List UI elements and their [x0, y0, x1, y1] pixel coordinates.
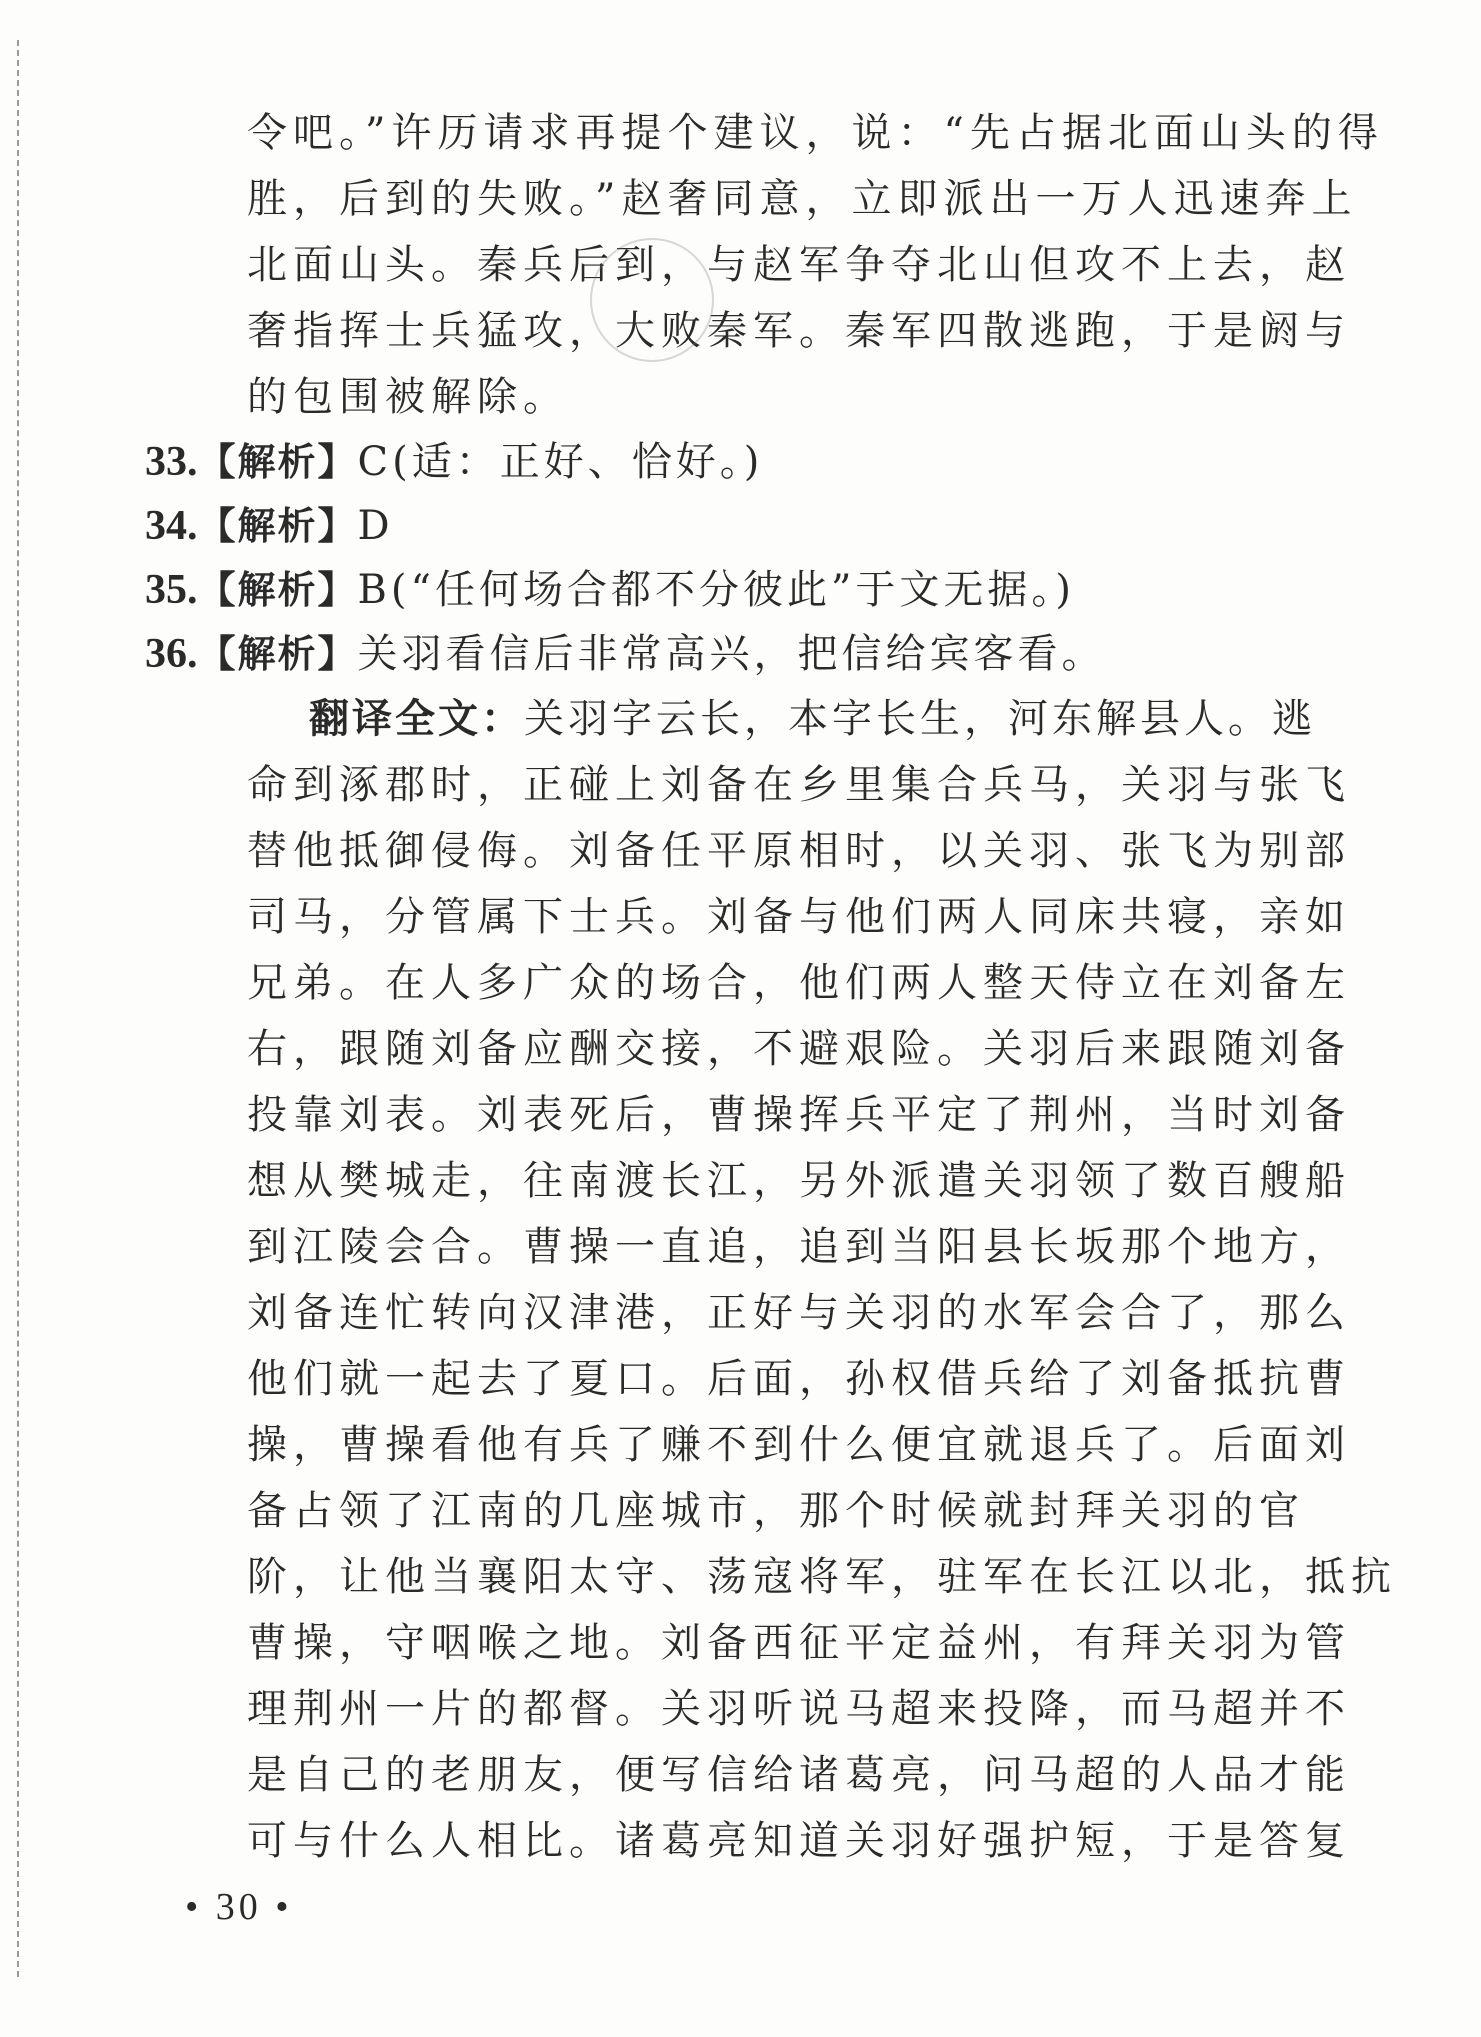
text-line: 可与什么人相比。诸葛亮知道关羽好强护短，于是答复 — [247, 1818, 1351, 1864]
text-line: 替他抵御侵侮。刘备任平原相时，以关羽、张飞为别部 — [247, 828, 1351, 874]
text-line: 刘备连忙转向汉津港，正好与关羽的水军会合了，那么 — [247, 1290, 1351, 1336]
text-line: 右，跟随刘备应酬交接，不避艰险。关羽后来跟随刘备 — [247, 1026, 1351, 1072]
binding-margin-rule — [17, 40, 19, 1977]
watermark-stamp — [590, 238, 714, 362]
answer-number: 33. — [145, 439, 198, 485]
text-line: 想从樊城走，往南渡长江，另外派遣关羽领了数百艘船 — [247, 1158, 1351, 1204]
text-line: 备占领了江南的几座城市，那个时候就封拜关羽的官 — [247, 1488, 1305, 1534]
answer-tag: 【解析】 — [197, 440, 358, 484]
page-content — [145, 100, 1397, 1874]
answer-33 — [145, 430, 1265, 494]
text-line: 到江陵会合。曹操一直追，追到当阳县长坂那个地方， — [247, 1224, 1351, 1270]
answer-text: B(“任何场合都不分彼此”于文无据。) — [357, 567, 1076, 613]
text-line: 令吧。”许历请求再提个建议，说：“先占据北面山头的得 — [247, 110, 1384, 156]
answer-tag: 【解析】 — [197, 632, 358, 676]
text-line: 的包围被解除。 — [247, 374, 569, 420]
text-line: 奢指挥士兵猛攻，大败秦军。秦军四散逃跑，于是阏与 — [247, 308, 1351, 354]
answer-36 — [145, 622, 1265, 686]
text-line: 是自己的老朋友，便写信给诸葛亮，问马超的人品才能 — [247, 1752, 1351, 1798]
text-line: 操，曹操看他有兵了赚不到什么便宜就退兵了。后面刘 — [247, 1422, 1351, 1468]
text-line: 投靠刘表。刘表死后，曹操挥兵平定了荆州，当时刘备 — [247, 1092, 1351, 1138]
answer-number: 35. — [145, 567, 198, 613]
text-line: 曹操，守咽喉之地。刘备西征平定益州，有拜关羽为管 — [247, 1620, 1351, 1666]
page-number: • 30 • — [185, 1886, 293, 1928]
text-line: 北面山头。秦兵后到，与赵军争夺北山但攻不上去，赵 — [247, 242, 1351, 288]
answer-text: D — [357, 503, 394, 549]
answer-35 — [145, 558, 1265, 622]
text-line: 他们就一起去了夏口。后面，孙权借兵给了刘备抵抗曹 — [247, 1356, 1351, 1402]
text-line: 司马，分管属下士兵。刘备与他们两人同床共寝，亲如 — [247, 894, 1351, 940]
translation-text: 关羽字云长，本字长生，河东解县人。逃 — [524, 696, 1316, 742]
answer-text: C(适：正好、恰好。) — [357, 439, 764, 485]
answer-34 — [145, 494, 1265, 558]
text-line: 胜，后到的失败。”赵奢同意，立即派出一万人迅速奔上 — [247, 176, 1358, 222]
translation-lead: 翻译全文： — [309, 696, 524, 742]
text-line: 命到涿郡时，正碰上刘备在乡里集合兵马，关羽与张飞 — [247, 762, 1351, 808]
answer-number: 34. — [145, 503, 198, 549]
answer-tag: 【解析】 — [197, 504, 358, 548]
answer-number: 36. — [145, 631, 198, 677]
translation-first-line — [185, 686, 1316, 752]
text-line: 阶，让他当襄阳太守、荡寇将军，驻军在长江以北，抵抗 — [247, 1554, 1397, 1600]
answer-tag: 【解析】 — [197, 568, 358, 612]
answer-text: 关羽看信后非常高兴，把信给宾客看。 — [357, 631, 1106, 677]
text-line: 理荆州一片的都督。关羽听说马超来投降，而马超并不 — [247, 1686, 1351, 1732]
text-line: 兄弟。在人多广众的场合，他们两人整天侍立在刘备左 — [247, 960, 1351, 1006]
